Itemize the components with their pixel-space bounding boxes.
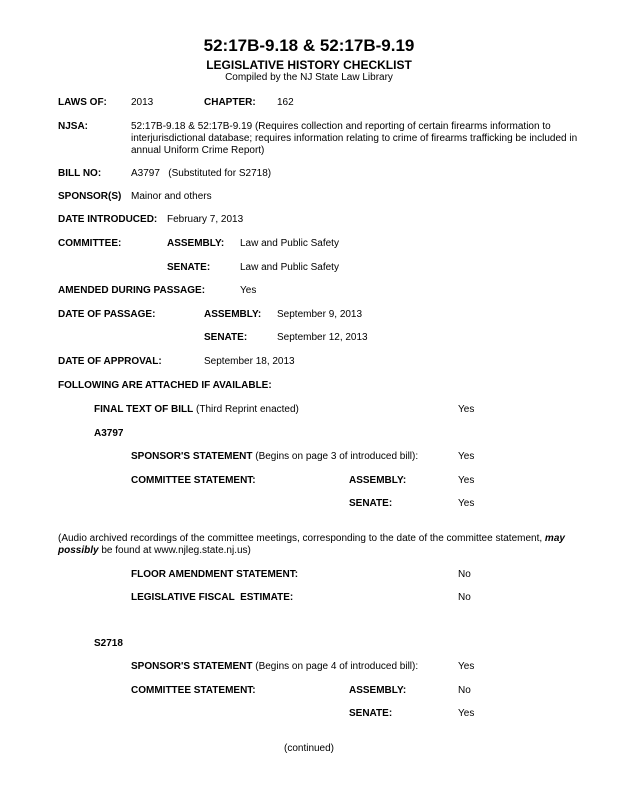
s2718-sponsor-statement-note: (Begins on page 4 of introduced bill): bbox=[255, 661, 419, 672]
s2718-cs-senate-value: Yes bbox=[458, 708, 475, 719]
a3797-floor-amendment-value: No bbox=[458, 569, 471, 580]
a3797-sponsor-statement-label: SPONSOR'S STATEMENT bbox=[131, 451, 253, 462]
attached-heading: FOLLOWING ARE ATTACHED IF AVAILABLE: bbox=[58, 380, 272, 391]
passage-assembly-value: September 9, 2013 bbox=[277, 309, 363, 320]
passage-senate-label: SENATE: bbox=[204, 332, 248, 343]
chapter-label: CHAPTER: bbox=[204, 97, 256, 108]
a3797-heading: A3797 bbox=[94, 428, 124, 439]
date-of-approval-label: DATE OF APPROVAL: bbox=[58, 356, 162, 367]
date-of-passage-label: DATE OF PASSAGE: bbox=[58, 309, 156, 320]
a3797-cs-assembly-value: Yes bbox=[458, 475, 475, 486]
a3797-cs-senate-label: SENATE: bbox=[349, 498, 393, 509]
laws-of-value: 2013 bbox=[131, 97, 154, 108]
a3797-cs-assembly-label: ASSEMBLY: bbox=[349, 475, 407, 486]
committee-assembly-value: Law and Public Safety bbox=[240, 238, 339, 249]
final-text-value: Yes bbox=[458, 404, 475, 415]
s2718-cs-assembly-value: No bbox=[458, 685, 471, 696]
a3797-cs-senate-value: Yes bbox=[458, 498, 475, 509]
a3797-committee-statement-label: COMMITTEE STATEMENT: bbox=[131, 475, 256, 486]
a3797-fiscal-estimate-label: LEGISLATIVE FISCAL ESTIMATE: bbox=[131, 592, 294, 603]
bill-no-label: BILL NO: bbox=[58, 168, 102, 179]
date-introduced-label: DATE INTRODUCED: bbox=[58, 214, 158, 225]
sponsors-value: Mainor and others bbox=[131, 191, 212, 202]
continued-note: (continued) bbox=[283, 743, 335, 754]
compiled-by: Compiled by the NJ State Law Library bbox=[225, 72, 393, 83]
s2718-cs-senate-label: SENATE: bbox=[349, 708, 393, 719]
s2718-sponsor-statement-row bbox=[131, 661, 418, 673]
audio-note bbox=[58, 533, 606, 557]
date-of-approval-value: September 18, 2013 bbox=[204, 356, 295, 367]
bill-no-value: A3797 (Substituted for S2718) bbox=[131, 168, 272, 179]
s2718-sponsor-statement-value: Yes bbox=[458, 661, 475, 672]
final-text-row bbox=[94, 404, 299, 416]
committee-senate-label: SENATE: bbox=[167, 262, 211, 273]
committee-label: COMMITTEE: bbox=[58, 238, 122, 249]
final-text-note: (Third Reprint enacted) bbox=[196, 404, 299, 415]
s2718-cs-assembly-label: ASSEMBLY: bbox=[349, 685, 407, 696]
a3797-sponsor-statement-note: (Begins on page 3 of introduced bill): bbox=[255, 451, 419, 462]
page-title: 52:17B-9.18 & 52:17B-9.19 bbox=[203, 36, 415, 55]
committee-assembly-label: ASSEMBLY: bbox=[167, 238, 225, 249]
passage-senate-value: September 12, 2013 bbox=[277, 332, 368, 343]
a3797-floor-amendment-label: FLOOR AMENDMENT STATEMENT: bbox=[131, 569, 299, 580]
amended-label: AMENDED DURING PASSAGE: bbox=[58, 285, 206, 296]
sponsors-label: SPONSOR(S) bbox=[58, 191, 122, 202]
passage-assembly-label: ASSEMBLY: bbox=[204, 309, 262, 320]
njsa-label: NJSA: bbox=[58, 121, 89, 132]
s2718-heading: S2718 bbox=[94, 638, 123, 649]
date-introduced-value: February 7, 2013 bbox=[167, 214, 244, 225]
page-subtitle: LEGISLATIVE HISTORY CHECKLIST bbox=[206, 58, 412, 72]
a3797-fiscal-estimate-value: No bbox=[458, 592, 471, 603]
amended-value: Yes bbox=[240, 285, 257, 296]
a3797-sponsor-statement-row bbox=[131, 451, 418, 463]
laws-of-label: LAWS OF: bbox=[58, 97, 107, 108]
audio-note-before: (Audio archived recordings of the committee meetings, corresponding to the date of the committee statement, bbox=[58, 533, 545, 544]
audio-note-after: be found at www.njleg.state.nj.us) bbox=[98, 545, 251, 556]
committee-senate-value: Law and Public Safety bbox=[240, 262, 339, 273]
a3797-sponsor-statement-value: Yes bbox=[458, 451, 475, 462]
audio-note-emphasis: may possibly bbox=[58, 533, 565, 556]
njsa-value: 52:17B-9.18 & 52:17B-9.19 (Requires collection and reporting of certain firearms information to interjurisdictional database; requires information relating to crime of firearms trafficking be included in annual Uniform Crime Report) bbox=[131, 121, 578, 156]
s2718-committee-statement-label: COMMITTEE STATEMENT: bbox=[131, 685, 256, 696]
chapter-value: 162 bbox=[277, 97, 294, 108]
s2718-sponsor-statement-label: SPONSOR'S STATEMENT bbox=[131, 661, 253, 672]
final-text-label: FINAL TEXT OF BILL bbox=[94, 404, 194, 415]
